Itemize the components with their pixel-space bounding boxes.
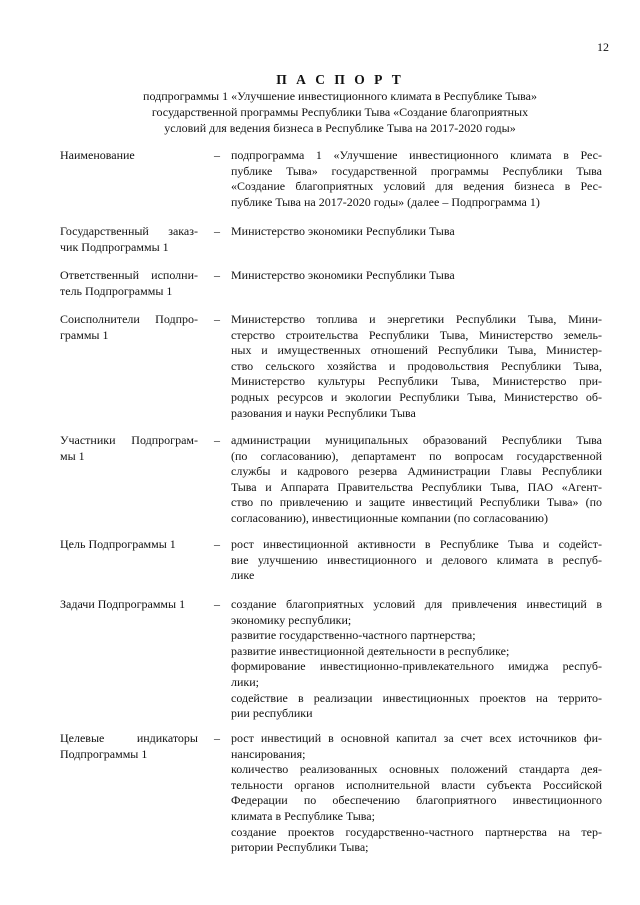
row-label: Участники Подпрограм-мы 1 [60, 433, 198, 463]
row-value-line: нансирования; [231, 746, 306, 761]
row-label: Задачи Подпрограммы 1 [60, 597, 186, 611]
row-value-line: вие улучшению инвестиционного и делового климата в респуб- [231, 552, 602, 567]
page-number: 12 [597, 40, 609, 54]
row-dash: – [214, 312, 220, 326]
row-value-line: развитие государственно-частного партнерства; [231, 628, 476, 643]
row-dash: – [214, 537, 220, 551]
row-value-line: создание проектов государственно-частного партнерства на тер- [231, 824, 602, 839]
row-value-line: родных ресурсов и экологии Республики Тыва, Министерство об- [231, 389, 602, 404]
passport-header [0, 71, 640, 136]
row-value [231, 433, 602, 527]
row-dash: – [214, 731, 220, 745]
row-value-line: Тыва и Аппарата Правительства Республики Тыва, ПАО «Агент- [231, 479, 602, 494]
row-value-line: публике Тыва» государственной программы Республики Тыва [231, 163, 602, 178]
row-label: Цель Подпрограммы 1 [60, 537, 176, 551]
row-value-line: (по согласованию), департамент по вопросам государственной [231, 448, 602, 463]
row-value-line: ритории Республики Тыва; [231, 840, 369, 855]
row-value-line: лике [231, 568, 255, 583]
row-value-line: формирование инвестиционно-привлекательного имиджа респуб- [231, 659, 602, 674]
row-value [231, 148, 602, 210]
row-value-line: ство сельского хозяйства и продовольствия Республики Тыва, [231, 358, 602, 373]
row-value-line: создание благоприятных условий для привлечения инвестиций в [231, 597, 602, 611]
row-value-line: Министерство экономики Республики Тыва [231, 268, 455, 282]
row-value-line: ных и имущественных отношений Республики Тыва, Министер- [231, 343, 602, 358]
row-dash: – [214, 268, 220, 282]
row-value-line: Федерации по обеспечению благоприятного инвестиционного [231, 793, 602, 808]
subtitle-line: условий для ведения бизнеса в Республике Тыва на 2017-2020 годы» [164, 121, 516, 135]
row-value-line: согласованию), инвестиционные компании (по согласованию) [231, 510, 548, 525]
row-value-line: Министерство культуры Республики Тыва, Министерство при- [231, 374, 602, 389]
row-dash: – [214, 224, 220, 238]
row-value [231, 312, 602, 421]
subtitle-line: государственной программы Республики Тыва «Создание благоприятных [151, 105, 529, 119]
row-value-line: публике Тыва на 2017-2020 годы» (далее – Подпрограмма 1) [231, 194, 540, 209]
row-value-line: Министерство топлива и энергетики Республики Тыва, Мини- [231, 312, 602, 326]
row-value [231, 224, 602, 240]
subtitle-line: подпрограммы 1 «Улучшение инвестиционного климата в Республике Тыва» [143, 89, 537, 103]
page-title: П А С П О Р Т [276, 72, 404, 87]
row-value [231, 731, 602, 856]
row-value-line: рии республики [231, 706, 313, 721]
row-value-line: ство по привлечению и защите инвестиций Республики Тыва» (по [231, 495, 602, 510]
row-value [231, 537, 602, 584]
row-value-line: экономику республики; [231, 612, 352, 627]
row-dash: – [214, 148, 220, 162]
row-label: Целевые индикаторы Подпрограммы 1 [60, 731, 198, 761]
row-value-line: Министерство экономики Республики Тыва [231, 224, 455, 238]
row-value [231, 268, 602, 284]
row-value-line: разования и науки Республики Тыва [231, 405, 416, 420]
row-label: Ответственный исполни-тель Подпрограммы 1 [60, 268, 198, 298]
row-value [231, 597, 602, 722]
row-value-line: количество реализованных основных положений стандарта дея- [231, 762, 602, 777]
row-value-line: развитие инвестиционной деятельности в республике; [231, 643, 510, 658]
row-value-line: «Создание благоприятных условий для ведения бизнеса в Рес- [231, 179, 602, 194]
row-label: Наименование [60, 148, 135, 162]
row-value-line: рост инвестиций в основной капитал за счет всех источников фи- [231, 731, 602, 745]
row-dash: – [214, 433, 220, 447]
row-value-line: климата в Республике Тыва; [231, 808, 375, 823]
row-value-line: тельности органов исполнительной власти субъекта Российской [231, 777, 602, 792]
row-value-line: рост инвестиционной активности в Республике Тыва и содейст- [231, 537, 602, 551]
row-dash: – [214, 597, 220, 611]
row-label: Соисполнители Подпро-граммы 1 [60, 312, 198, 342]
row-value-line: службы и кадрового резерва Администрации Главы Республики [231, 464, 602, 479]
row-value-line: содействие в реализации инвестиционных проектов на террито- [231, 690, 602, 705]
row-label: Государственный заказ-чик Подпрограммы 1 [60, 224, 198, 254]
row-value-line: администрации муниципальных образований Республики Тыва [231, 433, 602, 447]
row-value-line: подпрограмма 1 «Улучшение инвестиционного климата в Рес- [231, 148, 602, 162]
row-value-line: лики; [231, 674, 259, 689]
row-value-line: стерство строительства Республики Тыва, Министерство земель- [231, 327, 602, 342]
